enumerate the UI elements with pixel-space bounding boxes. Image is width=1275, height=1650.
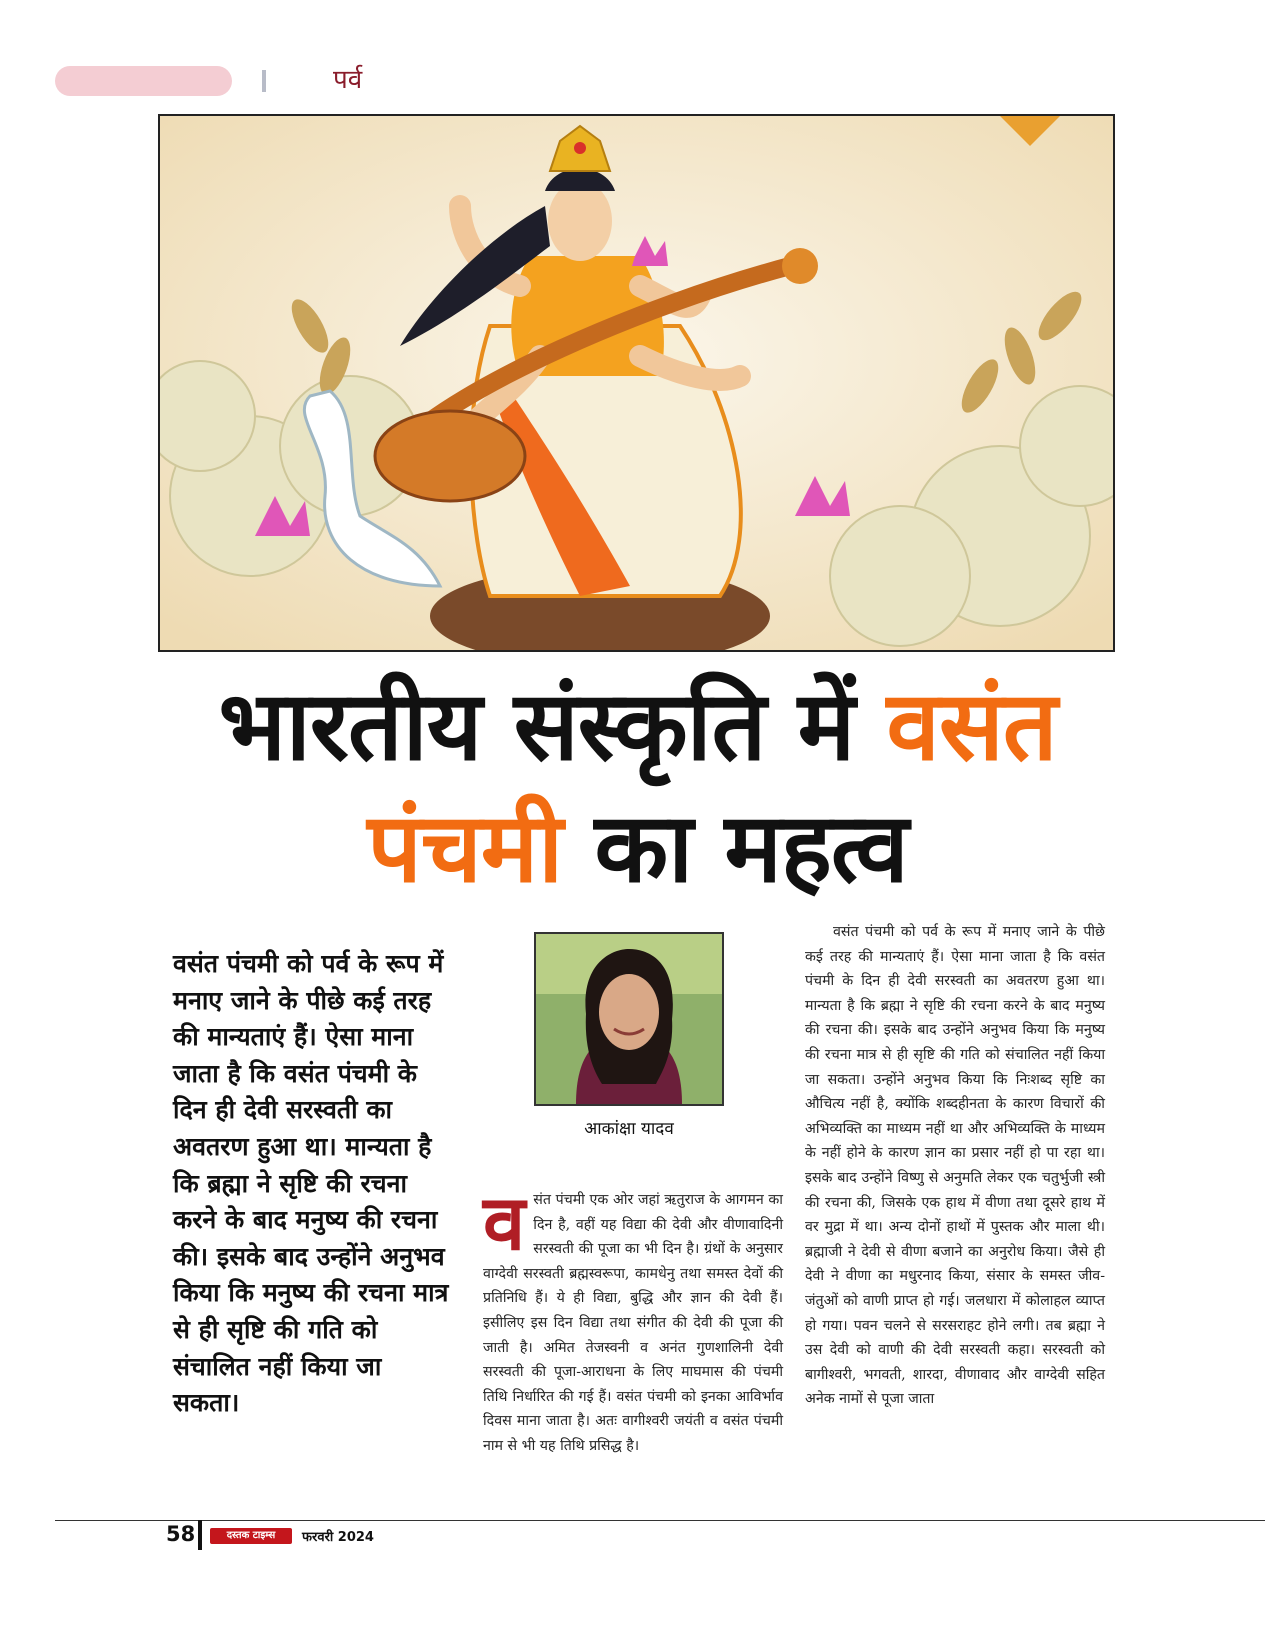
magazine-logo-text: दस्तक टाइम्स [226, 1530, 276, 1541]
pull-quote: वसंत पंचमी को पर्व के रूप में मनाए जाने के पीछे कई तरह की मान्यताएं हैं। ऐसा माना जाता है कि वसंत पंचमी के दिन ही देवी सरस्वती का अवतरण हुआ था। मान्यता है कि ब्रह्मा ने सृष्टि की रचना करने के बाद मनुष्य की रचना की। इसके बाद उन्होंने अनुभव किया कि मनुष्य की रचना मात्र से ही सृष्टि की गति को संचालित नहीं किया जा सकता। [173, 949, 449, 1418]
headline-line-1-black: भारतीय संस्कृति में [218, 670, 855, 782]
article-column-3: वसंत पंचमी को पर्व के रूप में मनाए जाने के पीछे कई तरह की मान्यताएं हैं। ऐसा माना जाता है कि वसंत पंचमी के दिन ही देवी सरस्वती का अवतरण हुआ था। मान्यता है कि ब्रह्मा ने सृष्टि की रचना करने के बाद मनुष्य की रचना की। इसके बाद उन्होंने अनुभव किया कि मनुष्य की रचना मात्र से ही सृष्टि की गति को संचालित नहीं किया जा सकता। उन्होंने अनुभव किया कि निःशब्द सृष्टि का औचित्य नहीं है, क्योंकि शब्दहीनता के कारण विचारों की अभिव्यक्ति का माध्यम नहीं था और अभिव्यक्ति के माध्यम के नहीं होने के कारण ज्ञान का प्रसार नहीं हो पा रहा था। इसके बाद उन्होंने विष्णु से अनुमति लेकर एक चतुर्भुजी स्त्री की रचना की, जिसके एक हाथ में वीणा तथा दूसरे हाथ में वर मुद्रा में था। अन्य दोनों हाथों में पुस्तक और माला थी। ब्रह्माजी ने देवी से वीणा बजाने का अनुरोध किया। जैसे ही देवी ने वीणा का मधुरनाद किया, संसार के समस्त जीव-जंतुओं को वाणी प्राप्त हो गई। जलधारा में कोलाहल व्याप्त हो गया। पवन चलने से सरसराहट होने लगी। तब ब्रह्मा ने उस देवी को वाणी की देवी सरस्वती कहा। सरस्वती को बागीश्वरी, भगवती, शारदा, वीणावाद और वाग्देवी सहित अनेक नामों से पूजा जाता [805, 924, 1105, 1408]
author-portrait-icon [536, 934, 722, 1104]
article-column-2 [483, 1178, 783, 1459]
header-separator [262, 70, 266, 92]
footer-divider [198, 1520, 202, 1550]
author-photo [534, 932, 724, 1106]
footer-rule [55, 1520, 1265, 1521]
drop-cap: व [483, 1178, 526, 1267]
magazine-logo [210, 1528, 292, 1544]
headline-line-1-orange: वसंत [886, 670, 1057, 782]
header-tag-pill [55, 66, 232, 96]
section-title: पर्व [333, 65, 363, 95]
column-2-text: संत पंचमी एक ओर जहां ऋतुराज के आगमन का दिन है, वहीं यह विद्या की देवी और वीणावादिनी सरस्वती की पूजा का भी दिन है। ग्रंथों के अनुसार वाग्देवी सरस्वती ब्रह्मस्वरूपा, कामधेनु तथा समस्त देवों की प्रतिनिधि हैं। ये ही विद्या, बुद्धि और ज्ञान की देवी हैं। इसीलिए इस दिन विद्या तथा संगीत की देवी की पूजा की जाती है। अमित तेजस्वनी व अनंत गुणशालिनी देवी सरस्वती की पूजा-आराधना के लिए माघमास की पंचमी तिथि निर्धारित की गई हैं। वसंत पंचमी को इनका आविर्भाव दिवस माना जाता है। अतः वागीश्वरी जयंती व वसंत पंचमी नाम से भी यह तिथि प्रसिद्ध है। [483, 1192, 783, 1454]
page-number: 58 [166, 1522, 196, 1546]
headline-line-1 [0, 664, 1275, 788]
saraswati-illustration-icon [160, 116, 1113, 650]
issue-date: फरवरी 2024 [302, 1530, 374, 1545]
headline-line-2-black: का महत्व [594, 792, 908, 904]
author-name: आकांक्षा यादव [584, 1119, 674, 1139]
headline-line-2 [0, 786, 1275, 910]
headline-line-2-orange: पंचमी [367, 792, 563, 904]
hero-image [158, 114, 1115, 652]
